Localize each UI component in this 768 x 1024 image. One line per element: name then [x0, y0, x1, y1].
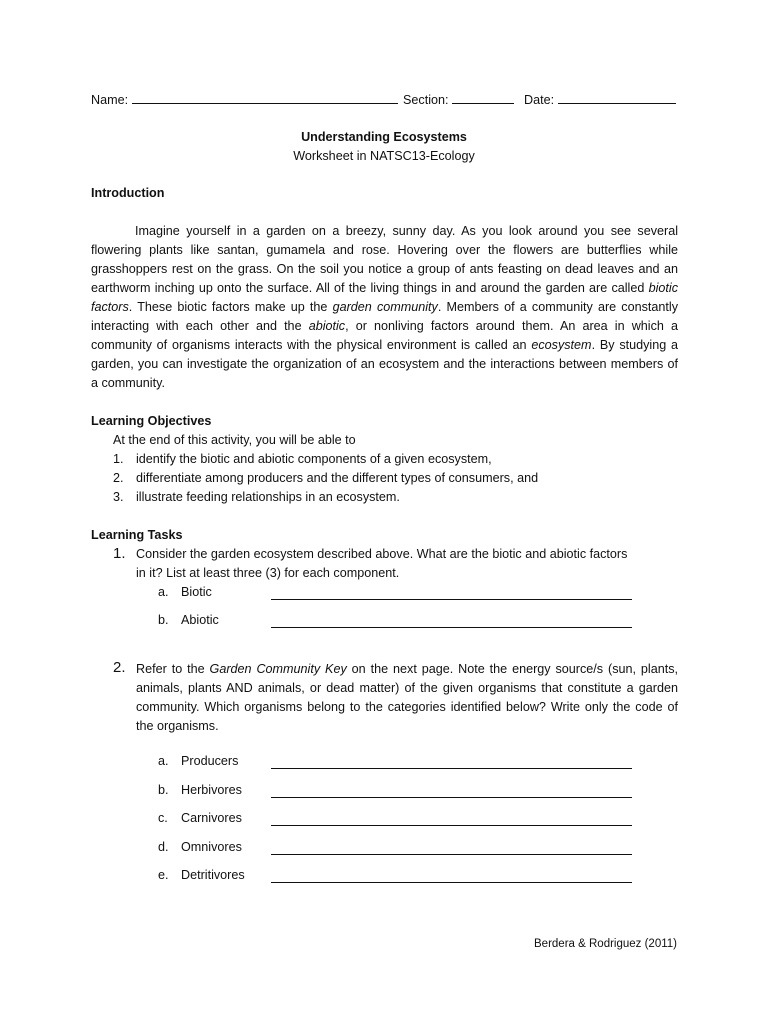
- term-ecosystem: ecosystem: [531, 338, 592, 352]
- task1-line1: Consider the garden ecosystem described above. What are the biotic and abiotic factors: [136, 547, 628, 561]
- task2-item-detritivores: [158, 868, 245, 882]
- objective-number: 2.: [113, 471, 124, 485]
- objective-text: identify the biotic and abiotic components of a given ecosystem,: [136, 452, 492, 466]
- objective-item: [113, 471, 538, 485]
- herbivores-answer-line[interactable]: [271, 796, 632, 798]
- task2-item-carnivores: [158, 811, 242, 825]
- page-title: Understanding Ecosystems: [301, 130, 467, 144]
- task1-number: 1.: [113, 545, 126, 562]
- task2-item-omnivores: [158, 840, 242, 854]
- task2-text-b: on the next page. Note the energy source/s (sun, plants, animals, plants AND animals, or dead matter) of the given organisms that constitute a garden community. Which organisms belong to the categories identified below? Write only the code of the organisms.: [136, 662, 679, 733]
- item-label: Carnivores: [181, 811, 242, 825]
- introduction-paragraph: [91, 222, 678, 393]
- term-garden-community: garden community: [332, 300, 438, 314]
- objective-text: differentiate among producers and the different types of consumers, and: [136, 471, 539, 485]
- item-letter: e.: [158, 868, 169, 882]
- item-letter: b.: [158, 613, 169, 627]
- intro-text-5: . By studying a garden, you can investigate the organization of an ecosystem and the interactions between members of a community.: [91, 338, 679, 390]
- date-field[interactable]: [524, 93, 676, 107]
- producers-answer-line[interactable]: [271, 767, 632, 769]
- task1-line2: in it? List at least three (3) for each component.: [136, 566, 400, 580]
- item-letter: a.: [158, 585, 169, 599]
- task2-number: 2.: [113, 659, 126, 676]
- objective-number: 3.: [113, 490, 124, 504]
- name-field[interactable]: [91, 93, 398, 107]
- task2-item-producers: [158, 754, 238, 768]
- item-label: Abiotic: [181, 613, 219, 627]
- item-letter: b.: [158, 783, 169, 797]
- term-abiotic: abiotic: [308, 319, 346, 333]
- tasks-heading: Learning Tasks: [91, 528, 183, 542]
- item-letter: c.: [158, 811, 168, 825]
- item-label: Producers: [181, 754, 239, 768]
- task1-item-abiotic: [158, 613, 219, 627]
- page-subtitle: Worksheet in NATSC13-Ecology: [293, 149, 475, 163]
- omnivores-answer-line[interactable]: [271, 853, 632, 855]
- objective-text: illustrate feeding relationships in an ecosystem.: [136, 490, 400, 504]
- task2-text-a: Refer to the: [136, 662, 210, 676]
- date-blank[interactable]: [558, 93, 676, 104]
- section-blank[interactable]: [452, 93, 514, 104]
- abiotic-answer-line[interactable]: [271, 626, 632, 628]
- biotic-answer-line[interactable]: [271, 598, 632, 600]
- term-biotic-factors: biotic factors: [91, 281, 678, 314]
- intro-text-2: . These biotic factors make up the: [128, 300, 333, 314]
- objectives-heading: Learning Objectives: [91, 414, 212, 428]
- introduction-heading: Introduction: [91, 186, 165, 200]
- intro-text-1: Imagine yourself in a garden on a breezy, sunny day. As you look around you see several flowering plants like santan, gumamela and rose. Hovering over the flowers are butterflies while grasshoppers rest on the grass. On the soil you notice a group of ants feasting on dead leaves and an earthworm inching up onto the surface. All of the living things in and around the garden are called: [91, 224, 678, 295]
- objective-number: 1.: [113, 452, 124, 466]
- section-label: Section:: [403, 93, 449, 107]
- item-label: Omnivores: [181, 840, 242, 854]
- intro-text-4: , or nonliving factors around them. An area in which a community of organisms interacts with the physical environment is called an: [91, 319, 678, 352]
- name-label: Name:: [91, 93, 129, 107]
- item-letter: a.: [158, 754, 169, 768]
- objective-item: [113, 452, 492, 466]
- footer-credit: Berdera & Rodriguez (2011): [534, 938, 677, 950]
- objective-item: [113, 490, 400, 504]
- name-blank[interactable]: [132, 93, 398, 104]
- item-label: Biotic: [181, 585, 212, 599]
- item-label: Detritivores: [181, 868, 245, 882]
- item-letter: d.: [158, 840, 169, 854]
- date-label: Date:: [524, 93, 555, 107]
- intro-text-3: . Members of a community are constantly interacting with each other and the: [91, 300, 678, 333]
- task2-item-herbivores: [158, 783, 242, 797]
- item-label: Herbivores: [181, 783, 242, 797]
- detritivores-answer-line[interactable]: [271, 881, 632, 883]
- garden-community-key-ref: Garden Community Key: [209, 662, 347, 676]
- carnivores-answer-line[interactable]: [271, 824, 632, 826]
- task1-item-biotic: [158, 585, 212, 599]
- objectives-lead: At the end of this activity, you will be able to: [113, 433, 356, 447]
- section-field[interactable]: [403, 93, 514, 107]
- task2-paragraph: [136, 660, 678, 736]
